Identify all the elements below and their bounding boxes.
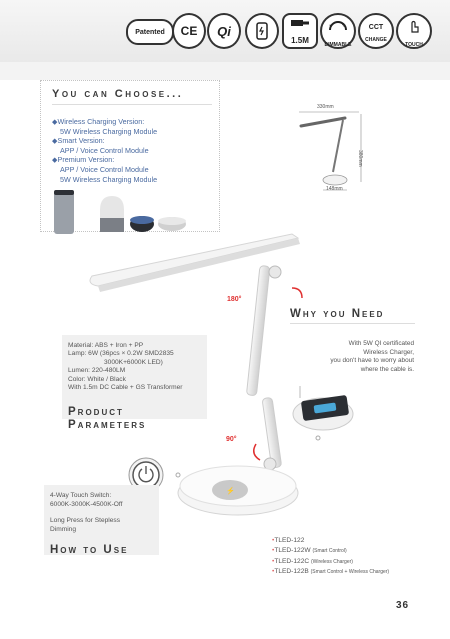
param-line: 3000K+6000K LED) bbox=[104, 358, 163, 366]
why-text bbox=[300, 340, 414, 374]
model-item: •TLED-122W (Smart Control) bbox=[272, 547, 347, 555]
model-note: (Smart Control + Wireless Charger) bbox=[310, 569, 390, 576]
why-line: With 5W QI certificated bbox=[348, 340, 414, 347]
page-number: 36 bbox=[396, 600, 410, 611]
why-divider bbox=[290, 323, 415, 324]
model-item: •TLED-122 bbox=[272, 537, 305, 544]
model-list bbox=[272, 536, 389, 578]
howto-line: Long Press for Stepless bbox=[50, 517, 121, 525]
model-code: TLED-122B bbox=[274, 568, 309, 576]
option-heading: ◆Wireless Charging Version: bbox=[52, 117, 145, 126]
cable-length-label: 1.5M bbox=[291, 36, 309, 45]
model-note: (Wireless Charger) bbox=[310, 558, 353, 565]
arm-rotation-angle: 90° bbox=[226, 436, 237, 443]
dimmable-icon bbox=[320, 13, 356, 49]
cct-label: CCT bbox=[368, 24, 384, 31]
param-line: Color: White / Black bbox=[68, 375, 126, 383]
svg-text:+: + bbox=[342, 23, 346, 29]
howto-line: Dimming bbox=[50, 525, 77, 533]
option-detail: 5W Wireless Charging Module bbox=[60, 126, 158, 136]
head-rotation-angle: 180° bbox=[227, 296, 242, 303]
dimension-height: 380mm bbox=[357, 150, 363, 167]
choose-title: You can Choose... bbox=[52, 88, 184, 100]
choose-divider bbox=[52, 104, 212, 107]
dimension-width: 330mm bbox=[317, 104, 334, 110]
params-title-line: Product bbox=[68, 406, 124, 418]
model-code: TLED-122W bbox=[274, 547, 311, 555]
params-title-line: Parameters bbox=[68, 419, 147, 431]
why-title: Why you Need bbox=[290, 308, 385, 320]
svg-text:⚡: ⚡ bbox=[226, 488, 235, 495]
cable-length-icon bbox=[282, 13, 318, 49]
param-line: Lumen: 220-480LM bbox=[68, 367, 126, 375]
svg-text:−: − bbox=[329, 23, 333, 29]
dimension-drawing bbox=[295, 100, 380, 200]
option-heading: ◆Premium Version: bbox=[52, 155, 115, 165]
option-detail: APP / Voice Control Module bbox=[60, 145, 149, 155]
model-code: TLED-122C bbox=[274, 557, 310, 565]
model-item: •TLED-122C (Wireless Charger) bbox=[272, 557, 353, 565]
qi-logo-icon bbox=[207, 13, 241, 49]
param-line: Lamp: 6W (36pcs × 0.2W SMD2835 bbox=[68, 350, 174, 358]
howto-line: 4-Way Touch Switch: bbox=[50, 492, 112, 499]
param-line: Material: ABS + Iron + PP bbox=[68, 342, 144, 349]
dimension-base: 148mm bbox=[326, 186, 343, 192]
why-line: where the cable is. bbox=[360, 365, 414, 373]
touch-label: TOUCH bbox=[405, 42, 423, 48]
param-line: With 1.5m DC Cable + GS Transformer bbox=[68, 384, 183, 392]
ce-label: CE bbox=[180, 24, 198, 38]
option-heading: ◆Smart Version: bbox=[52, 136, 105, 146]
patented-badge-icon bbox=[126, 19, 174, 45]
model-code: TLED-122 bbox=[274, 537, 305, 544]
option-detail: APP / Voice Control Module bbox=[60, 164, 149, 174]
model-note: (Smart Control) bbox=[312, 548, 347, 555]
why-line: Wireless Charger, bbox=[363, 348, 414, 356]
ce-mark-icon bbox=[172, 13, 206, 49]
howto-title: How to Use bbox=[50, 544, 129, 556]
howto-line: 6000K-3000K-4500K-Off bbox=[50, 500, 123, 508]
params-text bbox=[68, 342, 183, 392]
cct-sub-label: CHANGE bbox=[365, 37, 387, 43]
howto-text bbox=[50, 492, 122, 534]
params-title bbox=[68, 406, 146, 432]
option-detail: 5W Wireless Charging Module bbox=[60, 174, 158, 184]
why-line: you don't have to worry about bbox=[330, 357, 414, 365]
model-item: •TLED-122B (Smart Control + Wireless Charger) bbox=[272, 568, 390, 576]
header-shadow bbox=[0, 62, 450, 80]
howto-line bbox=[50, 509, 122, 517]
charging-phone-image bbox=[290, 376, 360, 444]
cct-change-icon bbox=[358, 13, 394, 49]
touch-icon bbox=[396, 13, 432, 49]
qi-label: Qi bbox=[217, 23, 231, 39]
dimmable-label: DIMMABLE bbox=[324, 42, 352, 48]
phone-charging-icon bbox=[245, 13, 279, 49]
options-list bbox=[52, 117, 157, 184]
patented-label: Patented bbox=[135, 28, 165, 36]
